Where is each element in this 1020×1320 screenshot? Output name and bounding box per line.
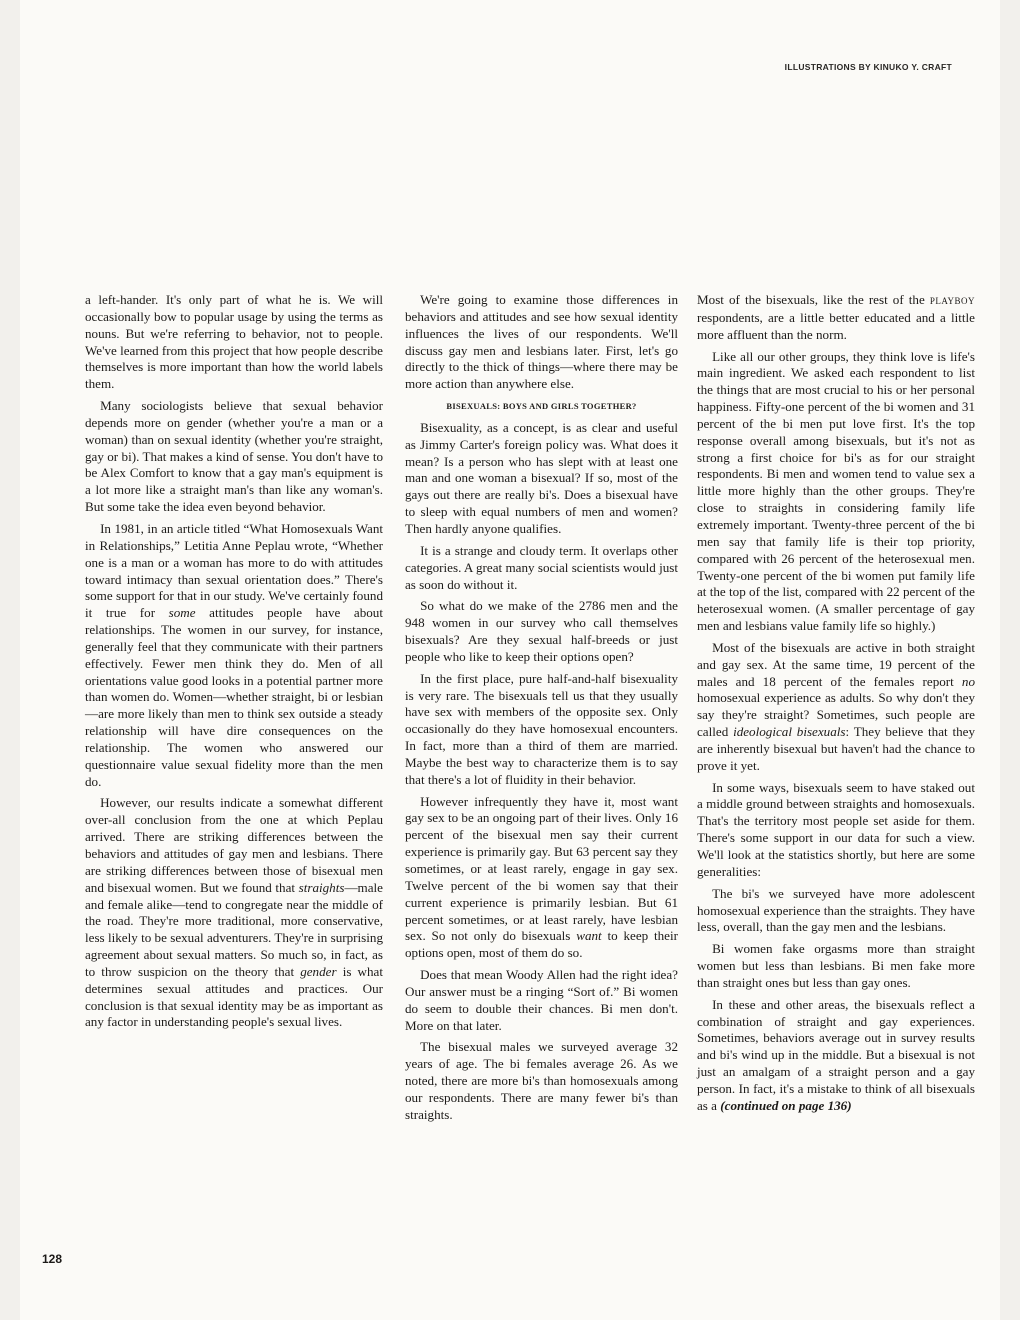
paragraph: Most of the bisexuals, like the rest of the PLAYBOY respondents, are a little better educated and a little more affluent than the norm. <box>697 292 975 342</box>
paragraph: a left-hander. It's only part of what he is. We will occasionally bow to popular usage by using the terms as nouns. But we're referring to behavior, not to people. We've learned from this project that how people describe themselves is more important than how the world labels them. <box>85 292 383 392</box>
paragraph: Many sociologists believe that sexual behavior depends more on gender (whether you're a man or a woman) than on sexual identity (whether you're straight, gay or bi). That makes a kind of sense. You don't have to be Alex Comfort to know that a gay man's equipment is a lot more like a straight man's than like any woman's. But some take the idea even beyond behavior. <box>85 398 383 515</box>
page-number: 128 <box>42 1252 63 1266</box>
paragraph: We're going to examine those differences in behaviors and attitudes and see how sexual identity influences the lives of our respondents. We'll discuss gay men and lesbians later. First, let's go directly to the thick of things—where there may be more action than anywhere else. <box>405 292 678 392</box>
paragraph: The bi's we surveyed have more adolescent homosexual experience than the straights. They have less, overall, than the gay men and the lesbians. <box>697 885 975 935</box>
paragraph: Like all our other groups, they think love is life's main ingredient. We asked each respondent to list the things that are most crucial to his or her personal happiness. Fifty-one percent of the bi women and 31 percent of the bi men put love first. It's the top response overall among bisexuals, but it's not as strong a first choice for bi's as for our straight respondents. Bi men and women tend to value sex a little more highly than the other groups. They're close to straights in considering family life extremely important. Twenty-three percent of the bi men say that family life is their top priority, compared with 26 percent of the heterosexual men. Twenty-one percent of the bi women put family life at the top of the list, compared with 22 percent of the heterosexual women. (A smaller percentage of gay men and lesbians value family life so highly.) <box>697 348 975 634</box>
continued-link: (continued on page 136) <box>720 1097 852 1113</box>
paragraph: The bisexual males we surveyed average 32 years of age. The bi females average 26. As we noted, there are more bi's than homosexuals among our respondents. There are many fewer bi's than straights. <box>405 1039 678 1122</box>
paragraph: It is a strange and cloudy term. It overlaps other categories. A great many social scientists would just as soon do without it. <box>405 542 678 592</box>
paragraph: In 1981, in an article titled “What Homosexuals Want in Relationships,” Letitia Anne Peplau wrote, “Whether one is a man or a woman has more to do with attitudes toward intimacy than sexual orientation does.” There's some support for that in our study. We've certainly found it true for some attitudes people have about relationships. The women in our survey, for instance, generally feel that they communicate with their partners effectively. Fewer men think they do. Men of all orientations value good looks in a potential partner more than women do. Women—whether straight, bi or lesbian—are more likely than men to think sex outside a steady relationship will have dire consequences on the relationship. The women who answered our questionnaire value sexual fidelity more than the men do. <box>85 520 383 789</box>
paragraph: Does that mean Woody Allen had the right idea? Our answer must be a ringing “Sort of.” Bi women do seem to double their chances. Bi men don't. More on that later. <box>405 967 678 1033</box>
paragraph: In the first place, pure half-and-half bisexuality is very rare. The bisexuals tell us that they usually have sex with members of the opposite sex. Only occasionally do they have homosexual encounters. In fact, more than a third of them are married. Maybe the best way to characterize them is to say that there's a lot of fluidity in their behavior. <box>405 670 678 787</box>
paragraph: In these and other areas, the bisexuals reflect a combination of straight and gay experiences. Sometimes, behaviors average out in survey results and bi's wind up in the middle. But a bisexual is not just an amalgam of a straight person and a gay person. In fact, it's a mistake to think of all bisexuals as a (continued on page 136) <box>697 996 975 1113</box>
playboy-wordmark: PLAYBOY <box>929 296 975 306</box>
illustration-credit: ILLUSTRATIONS BY KINUKO Y. CRAFT <box>784 62 952 72</box>
paragraph: However, our results indicate a somewhat different over-all conclusion from the one at which Peplau arrived. There are striking differences between the behaviors and attitudes of gay men and lesbians. There are striking differences between those of bisexual men and bisexual women. But we found that straights—male and female alike—tend to congregate near the middle of the road. They're more traditional, more conservative, less likely to be sexual adventurers. They're in surprising agreement about sexual matters. So much so, in fact, as to throw suspicion on the theory that gender is what determines sexual attitudes and practices. Our conclusion is that sexual identity may be as important as any factor in understanding people's sexual lives. <box>85 795 383 1030</box>
text-column-2 <box>405 292 678 1129</box>
paragraph: In some ways, bisexuals seem to have staked out a middle ground between straights and homosexuals. That's the territory most people set aside for them. There's some support in our data for such a view. We'll look at the statistics shortly, but here are some generalities: <box>697 779 975 879</box>
paragraph: Most of the bisexuals are active in both straight and gay sex. At the same time, 19 percent of the males and 18 percent of the females report no homosexual experience as adults. So why don't they say they're straight? Sometimes, such people are called ideological bisexuals: They believe that they are inherently bisexual but haven't had the chance to prove it yet. <box>697 639 976 773</box>
paragraph: So what do we make of the 2786 men and the 948 women in our survey who call themselves bisexuals? Are they sexual half-breeds or just people who like to keep their options open? <box>405 598 678 664</box>
paragraph: Bi women fake orgasms more than straight women but less than lesbians. Bi men fake more than straight ones but less than gay ones. <box>697 941 975 990</box>
text-column-3 <box>697 292 975 1120</box>
section-heading: BISEXUALS: BOYS AND GIRLS TOGETHER? <box>446 401 637 412</box>
text-column-1 <box>85 292 383 1036</box>
paragraph: However infrequently they have it, most want gay sex to be an ongoing part of their lives. Only 16 percent of the bisexual men say their current experience is primarily gay. But 63 percent say they sometimes, or at least rarely, engage in gay sex. Twelve percent of the bi women say that their current experience is primarily lesbian. But 61 percent sometimes, or at least rarely, have lesbian sex. So not only do bisexuals want to keep their options open, most of them do so. <box>405 793 678 961</box>
magazine-page <box>20 0 1000 1320</box>
paragraph: Bisexuality, as a concept, is as clear and useful as Jimmy Carter's foreign policy was. What does it mean? Is a person who has slept with at least one man and one woman a bisexual? If so, most of the gays out there are really bi's. Does a bisexual have to sleep with equal numbers of men and women? Then hardly anyone qualifies. <box>405 419 678 536</box>
